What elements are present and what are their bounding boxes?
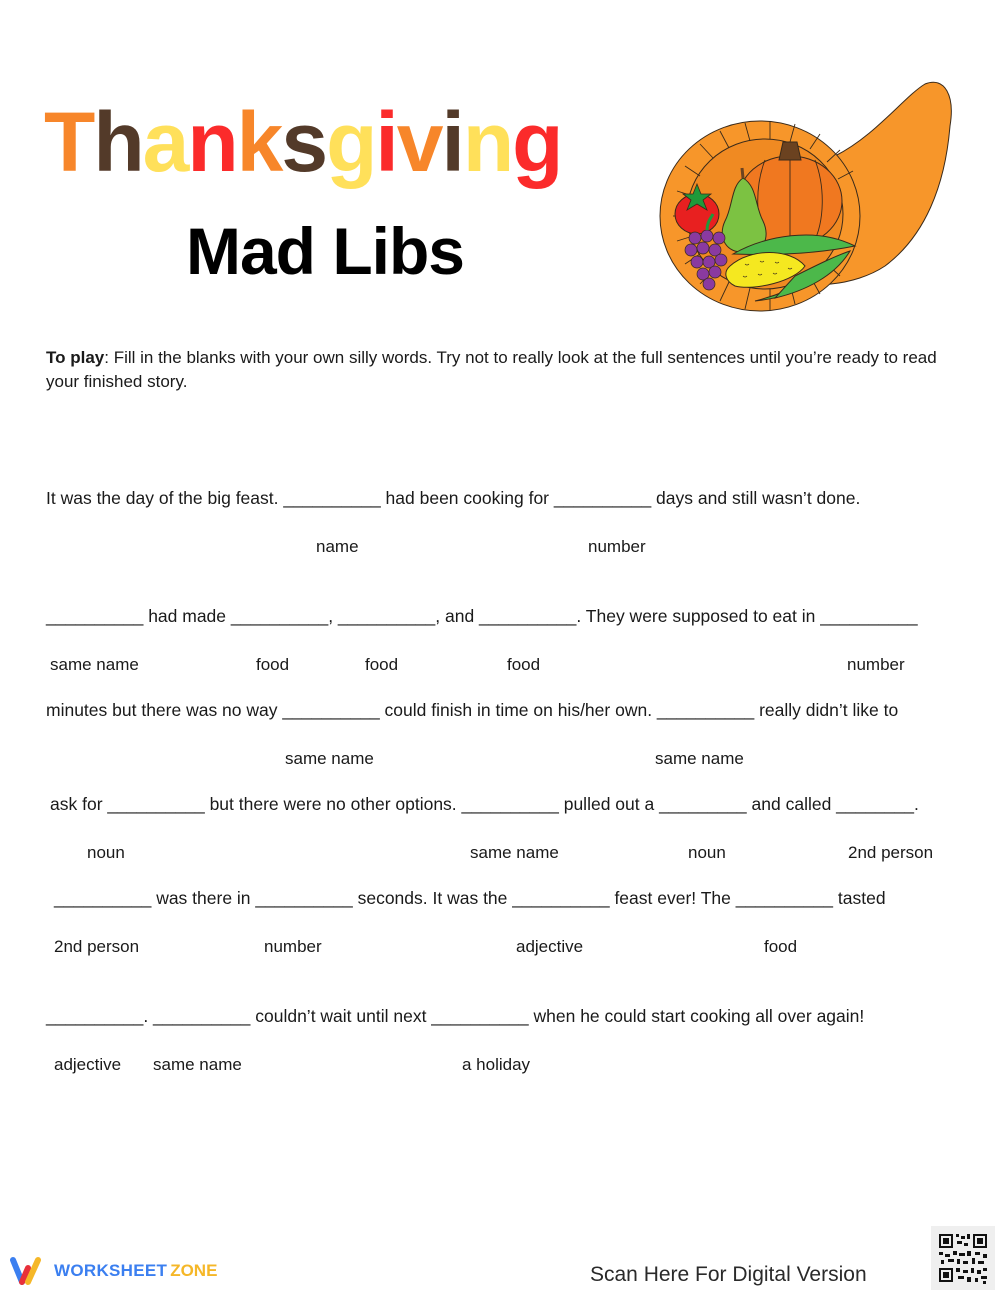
blank-label: number [847, 655, 905, 674]
blank-label: noun [87, 843, 125, 862]
blank-label: 2nd person [54, 937, 140, 956]
title-letter: g [326, 95, 376, 189]
blank-label: food [764, 937, 798, 956]
blank-label: same name [655, 749, 744, 768]
blank-label: name [316, 537, 359, 556]
blank-label: same name [153, 1055, 242, 1074]
story-line: __________ was there in __________ seconds. It was the __________ feast ever! The __________ tasted [54, 888, 886, 908]
blank-label: same name [470, 843, 559, 862]
blank-label: same name [50, 655, 139, 674]
title-letter: i [375, 95, 397, 189]
title-letter: a [142, 95, 188, 189]
instructions [46, 346, 956, 394]
title-letter: n [187, 95, 237, 189]
brand-name-part1: WORKSHEET [54, 1261, 168, 1280]
title-letter: g [512, 95, 562, 189]
page-subtitle: Mad Libs [186, 214, 465, 288]
story-line: __________. __________ couldn’t wait until next __________ when he could start cooking all over again! [46, 1006, 865, 1026]
blank-label: food [256, 655, 290, 674]
title-letter: s [281, 95, 327, 189]
blank-label: noun [688, 843, 726, 862]
title-letter: n [462, 95, 513, 189]
story-line: __________ had made __________, __________, and __________. They were supposed to eat in __________ [46, 606, 918, 626]
instructions-text: : Fill in the blanks with your own silly words. Try not to really look at the full sentences until you’re ready to read your finished story. [46, 348, 937, 391]
blank-label: number [588, 537, 646, 556]
worksheetzone-logo-icon [8, 1256, 48, 1286]
blank-label: adjective [54, 1055, 122, 1074]
blank-label: number [264, 937, 322, 956]
brand-logo[interactable] [8, 1256, 217, 1286]
scan-caption: Scan Here For Digital Version [590, 1263, 867, 1286]
blank-label: 2nd person [848, 843, 934, 862]
title-letter: i [441, 95, 463, 189]
page-title [44, 95, 562, 189]
story-line: minutes but there was no way __________ could finish in time on his/her own. __________ really didn’t like to [46, 700, 899, 720]
blank-label: same name [285, 749, 374, 768]
blank-label: a holiday [462, 1055, 531, 1074]
qr-code-icon[interactable] [931, 1226, 995, 1290]
instructions-label: To play [46, 348, 105, 367]
blank-label: food [507, 655, 541, 674]
blank-label: adjective [516, 937, 584, 956]
story-line: It was the day of the big feast. __________ had been cooking for __________ days and still wasn’t done. [46, 488, 861, 508]
title-letter: k [236, 95, 282, 189]
title-letter: T [44, 95, 94, 189]
brand-name-part2: ZONE [170, 1261, 218, 1280]
title-letter: v [396, 95, 442, 189]
story-line: ask for __________ but there were no other options. __________ pulled out a _________ and called ________. [50, 794, 919, 814]
cornucopia-illustration [655, 76, 955, 316]
title-letter: h [93, 95, 143, 189]
blank-label: food [365, 655, 399, 674]
